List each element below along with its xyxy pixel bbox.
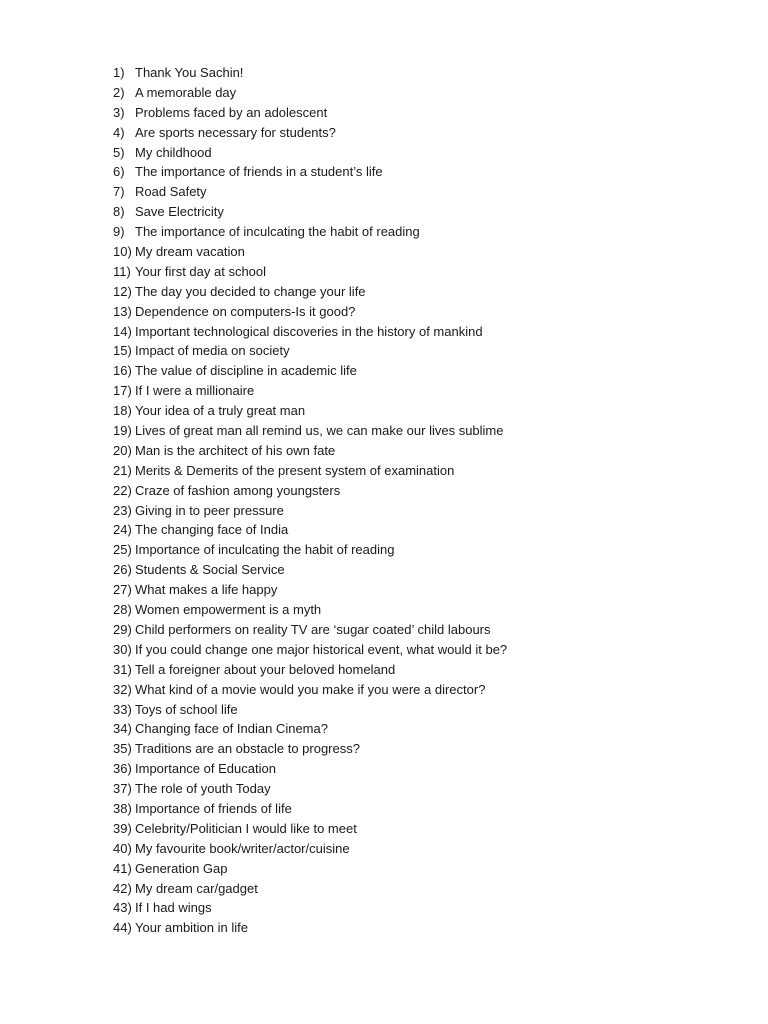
list-item-text: A memorable day	[135, 84, 237, 100]
list-item	[113, 680, 507, 700]
list-item	[113, 719, 507, 739]
list-item-number: 38)	[113, 800, 132, 816]
list-item	[113, 700, 507, 720]
list-item	[113, 580, 507, 600]
list-item-number: 5)	[113, 144, 125, 160]
list-item-number: 10)	[113, 244, 132, 260]
list-item	[113, 660, 507, 680]
list-item	[113, 143, 507, 163]
list-item-text: If I had wings	[135, 900, 212, 916]
list-item-text: My favourite book/writer/actor/cuisine	[135, 840, 350, 856]
list-item	[113, 520, 507, 540]
list-item-number: 4)	[113, 124, 125, 140]
list-item	[113, 302, 507, 322]
list-item	[113, 739, 507, 759]
list-item	[113, 859, 507, 879]
list-item-text: The importance of friends in a student’s life	[135, 164, 383, 180]
list-item-number: 24)	[113, 522, 132, 538]
list-item	[113, 341, 507, 361]
list-item-text: Generation Gap	[135, 860, 228, 876]
list-item-number: 42)	[113, 880, 132, 896]
list-item-text: The role of youth Today	[135, 781, 271, 797]
list-item-text: Child performers on reality TV are ‘sugar coated’ child labours	[135, 621, 491, 637]
list-item-number: 15)	[113, 343, 132, 359]
list-item	[113, 600, 507, 620]
list-item-text: Students & Social Service	[135, 562, 285, 578]
list-item	[113, 162, 507, 182]
list-item-number: 16)	[113, 363, 132, 379]
list-item	[113, 381, 507, 401]
list-item	[113, 401, 507, 421]
list-item-text: If I were a millionaire	[135, 383, 255, 399]
list-item	[113, 839, 507, 859]
list-item	[113, 322, 507, 342]
list-item	[113, 421, 507, 441]
list-item-text: Women empowerment is a myth	[135, 602, 322, 618]
list-item-text: Changing face of Indian Cinema?	[135, 721, 328, 737]
list-item-text: Save Electricity	[135, 204, 224, 220]
list-item-number: 44)	[113, 920, 132, 936]
list-item	[113, 282, 507, 302]
topic-list	[113, 63, 507, 938]
list-item-text: Merits & Demerits of the present system of examination	[135, 462, 455, 478]
list-item	[113, 819, 507, 839]
list-item-number: 40)	[113, 840, 132, 856]
list-item	[113, 918, 507, 938]
list-item-text: My childhood	[135, 144, 212, 160]
list-item-number: 18)	[113, 403, 132, 419]
list-item-text: The importance of inculcating the habit of reading	[135, 224, 420, 240]
list-item	[113, 83, 507, 103]
list-item-number: 37)	[113, 781, 132, 797]
list-item-text: Lives of great man all remind us, we can make our lives sublime	[135, 423, 504, 439]
list-item	[113, 879, 507, 899]
list-item-text: Traditions are an obstacle to progress?	[135, 741, 360, 757]
list-item	[113, 560, 507, 580]
list-item-number: 7)	[113, 184, 125, 200]
list-item	[113, 123, 507, 143]
list-item	[113, 262, 507, 282]
list-item-text: My dream vacation	[135, 244, 245, 260]
list-item-number: 33)	[113, 701, 132, 717]
list-item-number: 31)	[113, 661, 132, 677]
list-item	[113, 799, 507, 819]
list-item	[113, 540, 507, 560]
list-item	[113, 103, 507, 123]
list-item-number: 2)	[113, 84, 125, 100]
list-item-number: 41)	[113, 860, 132, 876]
list-item-number: 21)	[113, 462, 132, 478]
list-item	[113, 461, 507, 481]
list-item-text: Impact of media on society	[135, 343, 290, 359]
list-item	[113, 222, 507, 242]
list-item-text: Are sports necessary for students?	[135, 124, 336, 140]
list-item-number: 27)	[113, 582, 132, 598]
list-item-text: Your first day at school	[135, 263, 267, 279]
list-item	[113, 501, 507, 521]
list-item-text: Your idea of a truly great man	[135, 403, 306, 419]
list-item	[113, 759, 507, 779]
list-item-text: Man is the architect of his own fate	[135, 442, 336, 458]
list-item	[113, 441, 507, 461]
list-item-number: 8)	[113, 204, 125, 220]
list-item-text: Giving in to peer pressure	[135, 502, 284, 518]
list-item-text: Craze of fashion among youngsters	[135, 482, 341, 498]
list-item	[113, 481, 507, 501]
list-item-text: Your ambition in life	[135, 920, 248, 936]
list-item-text: Dependence on computers-Is it good?	[135, 303, 356, 319]
list-item-number: 20)	[113, 442, 132, 458]
list-item-text: What kind of a movie would you make if you were a director?	[135, 681, 486, 697]
list-item-number: 34)	[113, 721, 132, 737]
list-item	[113, 898, 507, 918]
list-item-text: Road Safety	[135, 184, 207, 200]
list-item-number: 12)	[113, 283, 132, 299]
list-item-text: The changing face of India	[135, 522, 289, 538]
list-item-text: My dream car/gadget	[135, 880, 258, 896]
list-item-number: 19)	[113, 423, 132, 439]
list-item-number: 11)	[113, 263, 131, 279]
list-item	[113, 620, 507, 640]
list-item-text: What makes a life happy	[135, 582, 278, 598]
list-item-number: 35)	[113, 741, 132, 757]
list-item-number: 26)	[113, 562, 132, 578]
list-item	[113, 202, 507, 222]
list-item	[113, 182, 507, 202]
list-item	[113, 361, 507, 381]
list-item-text: The value of discipline in academic life	[135, 363, 357, 379]
list-item-text: If you could change one major historical event, what would it be?	[135, 641, 508, 657]
list-item-number: 13)	[113, 303, 132, 319]
list-item-number: 39)	[113, 820, 132, 836]
list-item-number: 43)	[113, 900, 132, 916]
list-item-text: Celebrity/Politician I would like to meet	[135, 820, 357, 836]
list-item	[113, 63, 507, 83]
list-item-text: Important technological discoveries in the history of mankind	[135, 323, 483, 339]
list-item-number: 25)	[113, 542, 132, 558]
list-item-text: Importance of Education	[135, 761, 276, 777]
list-item-number: 22)	[113, 482, 132, 498]
list-item-number: 29)	[113, 621, 132, 637]
list-item-text: Importance of friends of life	[135, 800, 292, 816]
list-item-number: 32)	[113, 681, 132, 697]
list-item-number: 28)	[113, 602, 132, 618]
list-item-text: Toys of school life	[135, 701, 238, 717]
list-item-text: Problems faced by an adolescent	[135, 104, 328, 120]
list-item	[113, 242, 507, 262]
list-item	[113, 779, 507, 799]
list-item-number: 36)	[113, 761, 132, 777]
list-item-number: 17)	[113, 383, 132, 399]
list-item-number: 30)	[113, 641, 132, 657]
list-item-number: 14)	[113, 323, 132, 339]
list-item-number: 23)	[113, 502, 132, 518]
list-item-text: Tell a foreigner about your beloved homeland	[135, 661, 396, 677]
list-item-number: 1)	[113, 65, 125, 80]
list-item-number: 6)	[113, 164, 125, 180]
list-item	[113, 640, 507, 660]
list-item-text: Importance of inculcating the habit of reading	[135, 542, 395, 558]
list-item-text: Thank You Sachin!	[135, 65, 244, 80]
list-item-number: 3)	[113, 104, 125, 120]
list-item-number: 9)	[113, 224, 125, 240]
list-item-text: The day you decided to change your life	[135, 283, 366, 299]
